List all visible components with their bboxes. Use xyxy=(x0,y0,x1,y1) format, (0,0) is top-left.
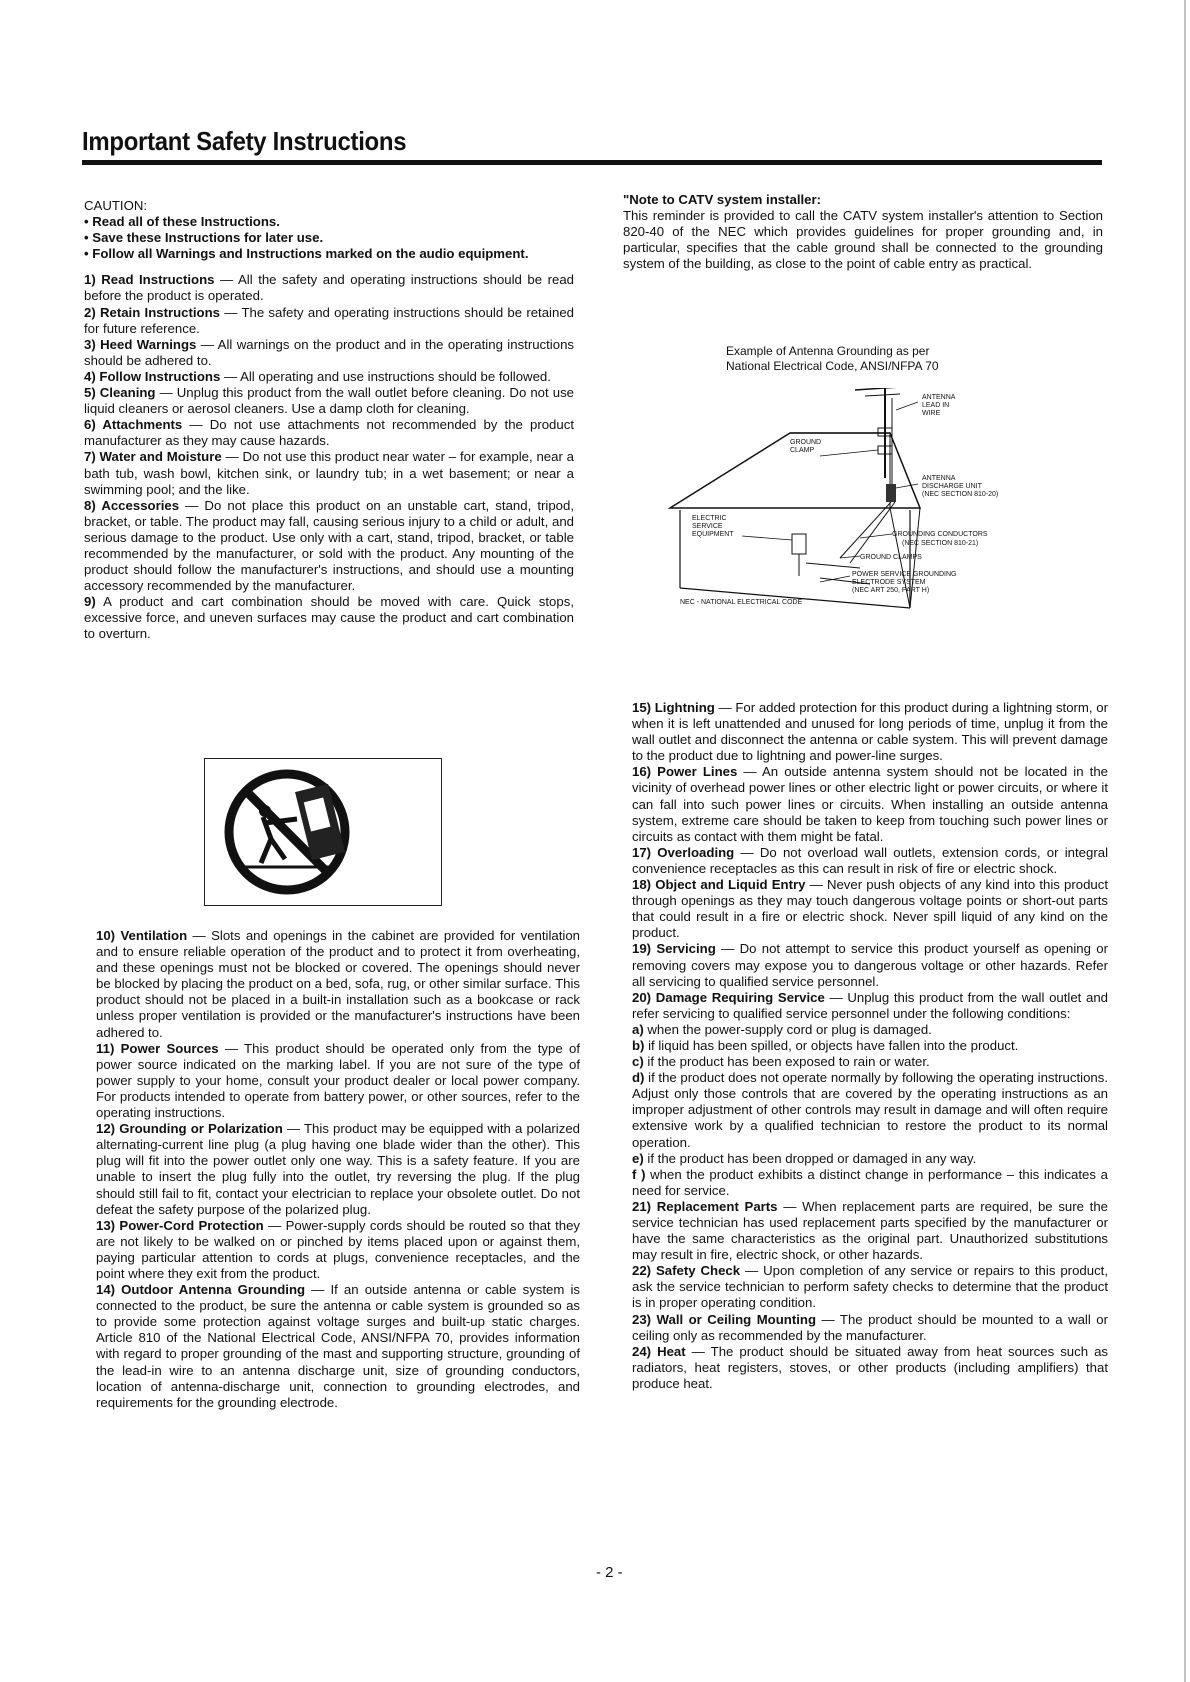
instruction-item xyxy=(632,1054,1108,1070)
instruction-heading: 24) Heat xyxy=(632,1343,686,1359)
instruction-item xyxy=(632,1199,1108,1263)
instruction-item xyxy=(84,498,574,595)
instruction-item xyxy=(84,594,574,642)
instruction-item xyxy=(632,877,1108,941)
instruction-item xyxy=(84,369,574,385)
catv-note xyxy=(623,192,1103,272)
instruction-item xyxy=(84,337,574,369)
instruction-text: — Upon completion of any service or repairs to this product, ask the service technician to perform safety checks to determine that the product is in proper operating condition. xyxy=(632,1263,1108,1311)
instruction-heading: b) xyxy=(632,1037,645,1053)
instruction-text: — All operating and use instructions should be followed. xyxy=(220,368,551,384)
catv-note-heading: "Note to CATV system installer: xyxy=(623,192,821,207)
instruction-text: if the product has been dropped or damaged in any way. xyxy=(643,1150,977,1166)
instruction-heading: c) xyxy=(632,1054,644,1070)
left-column-bottom xyxy=(96,928,580,1411)
instruction-text: — For added protection for this product during a lightning storm, or when it is left unattended and unused for long periods of time, unplug it from the wall outlet and disconnect the antenna or cable system. This will prevent damage to the product due to lightning and power-line surges. xyxy=(632,700,1108,764)
label-power-grounding: ELECTRODE SYSTEM xyxy=(852,579,926,586)
label-power-grounding: POWER SERVICE GROUNDING xyxy=(852,571,957,578)
instruction-item xyxy=(96,1121,580,1218)
label-grounding-conductors: GROUNDING CONDUCTORS xyxy=(892,531,988,538)
instruction-item xyxy=(632,1022,1108,1038)
label-electric-service: EQUIPMENT xyxy=(692,531,734,538)
instruction-list-3 xyxy=(632,700,1108,1392)
instruction-heading: 23) Wall or Ceiling Mounting xyxy=(632,1311,817,1327)
instruction-item xyxy=(632,1344,1108,1392)
instruction-item xyxy=(632,941,1108,989)
instruction-item xyxy=(84,417,574,449)
instruction-text: — Do not overload wall outlets, extension cords, or integral convenience receptacles as this can result in risk of fire or electric shock. xyxy=(632,844,1108,876)
instruction-list-1 xyxy=(84,272,574,642)
label-discharge-unit: DISCHARGE UNIT xyxy=(922,483,982,490)
instruction-text: — Unplug this product from the wall outlet before cleaning. Do not use liquid cleaners or aerosol cleaners. Use a damp cloth for cleaning. xyxy=(84,385,574,417)
cart-tipover-icon xyxy=(205,759,441,905)
instruction-heading: 16) Power Lines xyxy=(632,764,738,780)
instruction-heading: 12) Grounding or Polarization xyxy=(96,1121,283,1137)
instruction-item xyxy=(96,1041,580,1121)
instruction-heading: 9) xyxy=(84,594,96,610)
instruction-item xyxy=(632,1312,1108,1344)
instruction-text: — Slots and openings in the cabinet are provided for ventilation and to ensure reliable operation of the product and to protect it from overheating, and these openings must not be blocked or covered. The openings should never be blocked by placing the product on a bed, sofa, rug, or other similar surface. This product should not be placed in a built-in installation such as a bookcase or rack unless proper ventilation is provided or the manufacturer's instructions have been adhered to. xyxy=(96,928,580,1040)
label-electric-service: ELECTRIC xyxy=(692,515,727,522)
instruction-text: if the product has been exposed to rain or water. xyxy=(643,1054,930,1070)
instruction-text: — The product should be situated away from heat sources such as radiators, heat registers, stoves, or other products (including amplifiers) that produce heat. xyxy=(632,1343,1108,1391)
instruction-item xyxy=(96,1218,580,1282)
caption-line: National Electrical Code, ANSI/NFPA 70 xyxy=(726,359,939,373)
instruction-text: A product and cart combination should be moved with care. Quick stops, excessive force, and uneven surfaces may cause the product and cart combination to overturn. xyxy=(84,594,574,642)
instruction-text: — Do not use attachments not recommended by the product manufacturer as they may cause hazards. xyxy=(84,417,574,449)
instruction-item xyxy=(84,272,574,304)
diagram-caption xyxy=(726,344,939,374)
instruction-item xyxy=(96,1282,580,1411)
instruction-item xyxy=(96,928,580,1041)
label-antenna-lead: WIRE xyxy=(922,410,941,417)
instruction-text: — If an outside antenna or cable system is connected to the product, be sure the antenna or cable system is grounded so as to provide some protection against voltage surges and built-up static charges. Article 810 of the National Electrical Code, ANSI/NFPA 70, provides information with regard to proper grounding of the mast and supporting structure, grounding of the lead-in wire to an antenna discharge unit, size of grounding conductors, location of antenna-discharge unit, connection to grounding electrodes, and requirements for the grounding electrode. xyxy=(96,1282,580,1410)
instruction-item xyxy=(84,385,574,417)
instruction-heading: e) xyxy=(632,1150,644,1166)
instruction-item xyxy=(632,764,1108,844)
instruction-heading: a) xyxy=(632,1021,644,1037)
label-power-grounding: (NEC ART 250, PART H) xyxy=(852,587,930,594)
label-electric-service: SERVICE xyxy=(692,523,723,530)
instruction-heading: 19) Servicing xyxy=(632,941,716,957)
instruction-text: — This product should be operated only from the type of power source indicated on the marking label. If you are not sure of the type of power supply to your home, consult your product dealer or local power company. For products intended to operate from battery power, or other sources, refer to the operating instructions. xyxy=(96,1040,580,1121)
label-grounding-conductors: (NEC SECTION 810-21) xyxy=(902,540,979,547)
instruction-text: if liquid has been spilled, or objects have fallen into the product. xyxy=(644,1037,1019,1053)
page-number: - 2 - xyxy=(596,1564,623,1581)
instruction-item xyxy=(632,700,1108,764)
instruction-item xyxy=(632,1038,1108,1054)
instruction-text: — When replacement parts are required, be sure the service technician has used replacement parts specified by the manufacturer or have the same characteristics as the original part. Unauthorized substitutions may result in fire, electric shock, or other hazards. xyxy=(632,1198,1108,1263)
label-ground-clamp: GROUND xyxy=(790,439,822,446)
instruction-heading: 10) Ventilation xyxy=(96,928,188,943)
instruction-text: — The safety and operating instructions should be retained for future reference. xyxy=(84,304,574,336)
page-title: Important Safety Instructions xyxy=(82,126,407,156)
spacer xyxy=(84,262,574,272)
title-rule xyxy=(82,160,1102,165)
instruction-text: — Unplug this product from the wall outlet and refer servicing to qualified service personnel under the following conditions: xyxy=(632,989,1109,1021)
instruction-heading: 20) Damage Requiring Service xyxy=(632,989,825,1005)
instruction-heading: 3) Heed Warnings xyxy=(84,336,197,352)
right-column-bottom xyxy=(632,700,1108,1392)
instruction-heading: 11) Power Sources xyxy=(96,1040,219,1056)
instruction-item xyxy=(632,1263,1108,1311)
instruction-heading: 17) Overloading xyxy=(632,844,735,860)
caution-bullet: • Read all of these Instructions. xyxy=(84,214,280,230)
label-ground-clamp: CLAMP xyxy=(790,447,815,454)
instruction-text: when the product exhibits a distinct change in performance – this indicates a need for service. xyxy=(632,1166,1108,1198)
cart-warning-figure xyxy=(204,758,442,906)
instruction-item xyxy=(632,1151,1108,1167)
caution-bullet: • Save these Instructions for later use. xyxy=(84,230,324,246)
instruction-text: — Do not attempt to service this product yourself as opening or removing covers may expose you to dangerous voltage or other hazards. Refer all servicing to qualified service personnel. xyxy=(632,941,1108,989)
instruction-text: — Power-supply cords should be routed so that they are not likely to be walked on or pinched by items placed upon or against them, paying particular attention to cords at plugs, convenience receptacles, and the point where they exit from the product. xyxy=(96,1217,580,1281)
instruction-text: if the product does not operate normally by following the operating instructions. Adjust only those controls that are covered by the operating instructions as an improper adjustment of other controls may result in damage and will often require extensive work by a qualified technician to restore the product to its normal operation. xyxy=(632,1070,1108,1150)
label-antenna-lead: LEAD IN xyxy=(922,402,950,409)
instruction-heading: 5) Cleaning xyxy=(84,385,156,401)
left-column-top xyxy=(84,198,574,643)
instruction-item xyxy=(84,305,574,337)
instruction-heading: 8) Accessories xyxy=(84,497,180,513)
instruction-heading: 15) Lightning xyxy=(632,700,715,715)
label-nec: NEC - NATIONAL ELECTRICAL CODE xyxy=(680,599,803,606)
instruction-heading: 22) Safety Check xyxy=(632,1263,741,1279)
instruction-item xyxy=(84,449,574,497)
instruction-heading: d) xyxy=(632,1070,645,1086)
instruction-heading: 1) Read Instructions xyxy=(84,272,215,288)
instruction-item xyxy=(632,1167,1108,1199)
antenna-grounding-diagram xyxy=(660,388,1100,658)
instruction-item xyxy=(632,1070,1108,1150)
instruction-text: — Do not use this product near water – for example, near a bath tub, wash bowl, kitchen sink, or laundry tub; in a wet basement; or near a swimming pool; and the like. xyxy=(84,449,575,497)
instruction-heading: 7) Water and Moisture xyxy=(84,449,222,465)
instruction-heading: 14) Outdoor Antenna Grounding xyxy=(96,1282,306,1298)
label-discharge-unit: ANTENNA xyxy=(922,475,956,482)
catv-note-text: This reminder is provided to call the CATV system installer's attention to Section 820-40 of the NEC which provides guidelines for proper grounding and, in particular, specifies that the cable ground shall be connected to the grounding system of the building, as close to the point of cable entry as practical. xyxy=(623,208,1103,272)
instruction-heading: 18) Object and Liquid Entry xyxy=(632,877,806,893)
instruction-heading: f ) xyxy=(632,1166,646,1182)
instruction-list-2 xyxy=(96,928,580,1411)
instruction-text: — The product should be mounted to a wall or ceiling only as recommended by the manufacturer. xyxy=(632,1311,1108,1343)
instruction-heading: 2) Retain Instructions xyxy=(84,304,220,320)
instruction-heading: 13) Power-Cord Protection xyxy=(96,1217,264,1233)
caption-line: Example of Antenna Grounding as per xyxy=(726,344,930,358)
instruction-text: — All warnings on the product and in the operating instructions should be adhered to. xyxy=(84,336,575,368)
instruction-text: — Do not place this product on an unstable cart, stand, tripod, bracket, or table. The product may fall, causing serious injury to a child or adult, and serious damage to the product. Use only with a cart, stand, tripod, bracket, or table recommended by the manufacturer, or sold with the product. Any mounting of the product should follow the manufacturer's instructions, and should use a mounting accessory recommended by the manufacturer. xyxy=(84,497,574,594)
instruction-text: when the power-supply cord or plug is damaged. xyxy=(643,1021,932,1037)
caution-heading: CAUTION: xyxy=(84,198,148,213)
instruction-item xyxy=(632,990,1108,1022)
label-discharge-unit: (NEC SECTION 810-20) xyxy=(922,491,999,498)
instruction-heading: 21) Replacement Parts xyxy=(632,1198,778,1214)
instruction-text: — This product may be equipped with a polarized alternating-current line plug (a plug having one blade wider than the other). This plug will fit into the power outlet only one way. This is a safety feature. If you are unable to insert the plug fully into the outlet, try reversing the plug. If the plug should still fail to fit, contact your electrician to replace your obsolete outlet. Do not defeat the safety purpose of the polarized plug. xyxy=(96,1121,580,1217)
instruction-text: — Never push objects of any kind into this product through openings as they may touch dangerous voltage points or short-out parts that could result in a fire or electric shock. Never spill liquid of any kind on the product. xyxy=(632,877,1108,941)
instruction-text: — All the safety and operating instructions should be read before the product is operated. xyxy=(84,272,574,304)
label-ground-clamps: GROUND CLAMPS xyxy=(860,554,922,561)
scan-edge xyxy=(1184,0,1186,1682)
label-antenna-lead: ANTENNA xyxy=(922,394,956,401)
instruction-text: — An outside antenna system should not be located in the vicinity of overhead power lines or other electric light or power circuits, or where it can fall into such power lines or circuits. When installing an outside antenna system, extreme care should be taken to keep from touching such power lines or circuits as contact with them might be fatal. xyxy=(632,764,1108,844)
instruction-heading: 4) Follow Instructions xyxy=(84,368,221,384)
instruction-item xyxy=(632,845,1108,877)
caution-bullet: • Follow all Warnings and Instructions marked on the audio equipment. xyxy=(84,246,529,262)
instruction-heading: 6) Attachments xyxy=(84,417,183,433)
